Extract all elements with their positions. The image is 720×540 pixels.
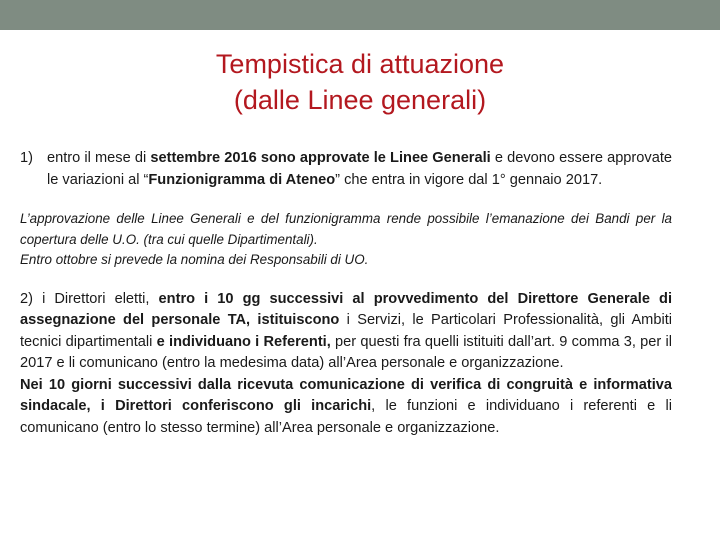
- note-line-2: Entro ottobre si prevede la nomina dei Responsabili di UO.: [20, 252, 369, 267]
- bold-segment: entro i 10 gg successivi al provvedimento del Direttore Generale di assegnazione del personale TA, istituiscono: [20, 290, 672, 328]
- slide-title-line1: Tempistica di attuazione: [215, 49, 505, 79]
- text-segment: , le funzioni e individuano i referenti e li comunicano (entro lo stesso termine) all’Area personale e organizzazione.: [20, 398, 672, 436]
- text-segment: ” che entra in vigore dal 1° gennaio 2017.: [335, 171, 603, 188]
- list-item-1-text: [47, 148, 672, 191]
- text-segment: e devono essere approvate le variazioni al “: [47, 150, 672, 188]
- bold-segment: Nei 10 giorni successivi dalla ricevuta comunicazione di verifica di congruità e informativa sindacale, i Direttori conferiscono gli incarichi: [20, 376, 672, 414]
- slide-title: [150, 46, 570, 118]
- text-segment: 2) i Direttori eletti,: [20, 290, 159, 307]
- slide-body: [20, 148, 672, 439]
- list-item-1-number: 1): [20, 150, 33, 166]
- text-segment: per questi fra quelli istituiti dall’art. 9 comma 3, per il 2017 e li comunicano (entro la medesima data) all’Area personale e organizzazione.: [20, 333, 672, 371]
- bold-segment: e individuano i Referenti,: [156, 333, 331, 350]
- text-segment: entro il mese di: [47, 150, 151, 166]
- bold-segment: settembre 2016 sono approvate le Linee Generali: [150, 150, 491, 166]
- bold-segment: Funzionigramma di Ateneo: [148, 171, 336, 188]
- note-paragraph: [20, 209, 672, 271]
- list-item-2: [20, 289, 672, 440]
- slide-title-line2: (dalle Linee generali): [233, 85, 487, 115]
- list-item-1: [20, 148, 672, 191]
- top-bar: [0, 0, 720, 30]
- text-segment: i Servizi, le Particolari Professionalità, gli Ambiti tecnici dipartimentali: [20, 312, 672, 350]
- note-line-1: L’approvazione delle Linee Generali e del funzionigramma rende possibile l’emanazione dei Bandi per la copertura delle U.O. (tra cui quelle Dipartimentali).: [20, 211, 672, 247]
